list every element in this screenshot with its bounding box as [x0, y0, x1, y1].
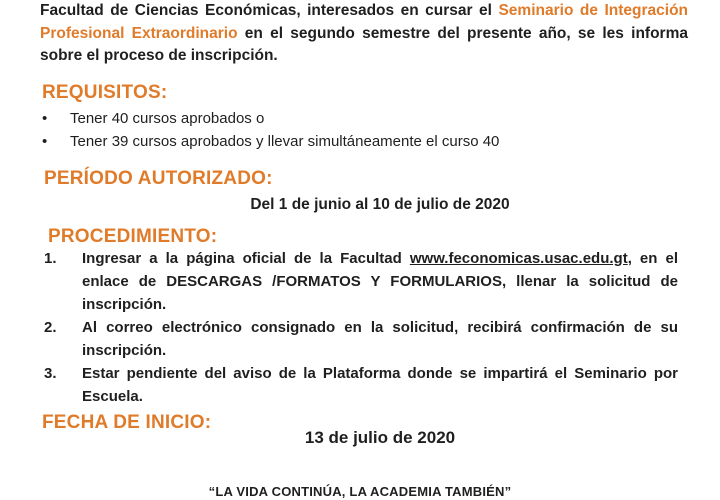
- list-item: [44, 316, 678, 362]
- list-item: [44, 247, 678, 316]
- fecha-inicio-title: FECHA DE INICIO:: [42, 412, 212, 433]
- periodo-dates: Del 1 de junio al 10 de julio de 2020: [250, 196, 510, 213]
- list-item: • Tener 39 cursos aprobados y llevar simultáneamente el curso 40: [42, 130, 499, 153]
- intro-paragraph: [40, 0, 688, 68]
- periodo-title: PERÍODO AUTORIZADO:: [44, 168, 273, 189]
- facultad-website-link[interactable]: www.feconomicas.usac.edu.gt: [409, 250, 628, 267]
- step-number: 1.: [44, 250, 57, 267]
- step-text: Estar pendiente del aviso de la Plataforma donde se impartirá el Seminario por Escuela.: [82, 365, 678, 405]
- step-number: 2.: [44, 319, 57, 336]
- motto: “LA VIDA CONTINÚA, LA ACADEMIA TAMBIÉN”: [208, 484, 512, 499]
- step-number: 3.: [44, 365, 57, 382]
- procedimiento-title: PROCEDIMIENTO:: [48, 226, 218, 247]
- list-item: [44, 362, 678, 408]
- step-text: , en el enlace de DESCARGAS /FORMATOS Y FORMULARIOS, llenar la solicitud de inscripción.: [82, 250, 678, 313]
- requisitos-list: [42, 107, 499, 153]
- seminar-name-highlight: Seminario de Integración Profesional Extraordinario: [40, 2, 689, 42]
- requisitos-title: REQUISITOS:: [42, 82, 168, 103]
- step-text: Al correo electrónico consignado en la solicitud, recibirá confirmación de su inscripción.: [82, 319, 678, 359]
- intro-text-start: Facultad de Ciencias Económicas, interesados en cursar el: [40, 2, 499, 19]
- procedimiento-steps: [44, 247, 678, 408]
- step-text: Ingresar a la página oficial de la Facultad: [82, 250, 410, 267]
- fecha-inicio-date: 13 de julio de 2020: [304, 428, 456, 447]
- intro-text-end: en el segundo semestre del presente año, se les informa sobre el proceso de inscripción.: [40, 24, 688, 64]
- list-item: • Tener 40 cursos aprobados o: [42, 107, 499, 130]
